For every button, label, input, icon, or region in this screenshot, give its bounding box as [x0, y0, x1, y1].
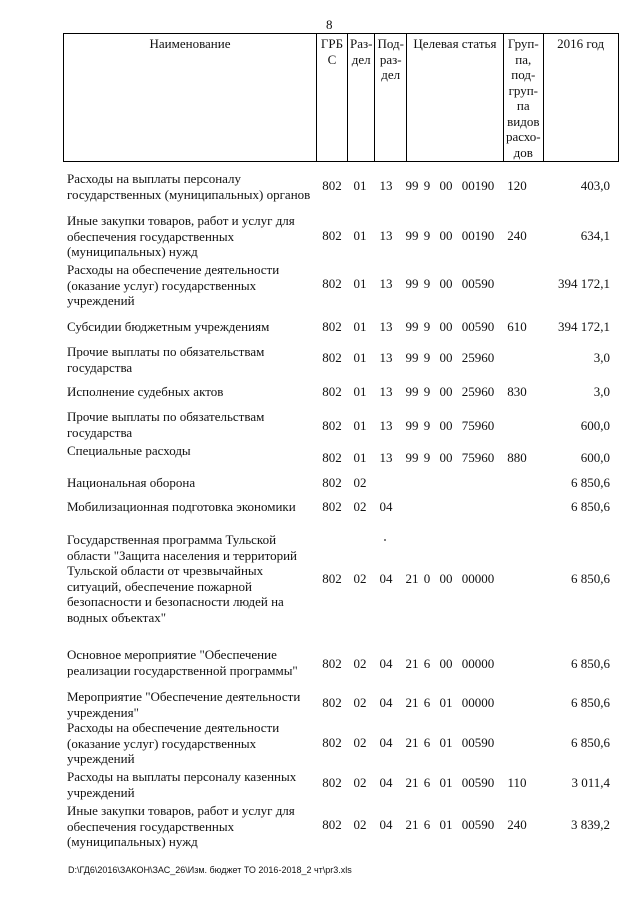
cell-cs3: 00 — [439, 350, 453, 365]
row-name: Мероприятие "Обеспечение деятельности учреждения" — [67, 689, 301, 720]
cell-cs1: 21 — [405, 695, 419, 710]
cell-cs1: 21 — [405, 571, 419, 586]
row-name: Расходы на обеспечение деятельности (оказание услуг) государственных учреждений — [67, 720, 280, 766]
row-name: Основное мероприятие "Обеспечение реализации государственной программы" — [67, 647, 298, 678]
cell-razdel: 02 — [353, 499, 367, 514]
cell-podrazdel: 13 — [379, 178, 393, 193]
cell-cs4: 00000 — [461, 571, 495, 586]
cell-cs4: 00190 — [461, 178, 495, 193]
cell-cs4: 00590 — [461, 276, 495, 291]
cell-vid: 120 — [507, 178, 527, 193]
cell-cs3: 00 — [439, 178, 453, 193]
cell-cs4: 00000 — [461, 656, 495, 671]
cell-grbs: 802 — [322, 817, 342, 832]
cell-amount: 394 172,1 — [558, 276, 610, 291]
row-name: Иные закупки товаров, работ и услуг для обеспечения государственных (муниципальных) нужд — [67, 213, 295, 259]
cell-grbs: 802 — [322, 475, 342, 490]
cell-cs3: 00 — [439, 228, 453, 243]
cell-cs3: 01 — [439, 735, 453, 750]
cell-cs3: 00 — [439, 319, 453, 334]
cell-podrazdel: 13 — [379, 384, 393, 399]
cell-cs3: 00 — [439, 571, 453, 586]
cell-amount: 403,0 — [580, 178, 610, 193]
cell-cs2: 9 — [423, 228, 431, 243]
cell-cs4: 00590 — [461, 319, 495, 334]
row-name: Расходы на обеспечение деятельности (оказание услуг) государственных учреждений — [67, 262, 280, 308]
cell-cs1: 99 — [405, 228, 419, 243]
cell-vid: 610 — [507, 319, 527, 334]
cell-amount: 634,1 — [580, 228, 610, 243]
cell-cs2: 9 — [423, 418, 431, 433]
cell-podrazdel: 04 — [379, 571, 393, 586]
scan-speck — [384, 539, 386, 541]
cell-cs1: 99 — [405, 384, 419, 399]
cell-cs4: 25960 — [461, 350, 495, 365]
cell-cs2: 9 — [423, 350, 431, 365]
cell-amount: 3 839,2 — [571, 817, 610, 832]
cell-cs1: 99 — [405, 276, 419, 291]
cell-cs4: 25960 — [461, 384, 495, 399]
row-name: Субсидии бюджетным учреждениям — [67, 319, 270, 334]
cell-cs4: 00590 — [461, 735, 495, 750]
cell-cs3: 01 — [439, 695, 453, 710]
row-name: Иные закупки товаров, работ и услуг для обеспечения государственных (муниципальных) нужд — [67, 803, 295, 849]
row-name: Исполнение судебных актов — [67, 384, 224, 399]
cell-razdel: 01 — [353, 228, 367, 243]
cell-cs2: 9 — [423, 450, 431, 465]
cell-cs1: 21 — [405, 735, 419, 750]
cell-grbs: 802 — [322, 735, 342, 750]
cell-amount: 6 850,6 — [571, 695, 610, 710]
header-grbs: ГРБ С — [317, 34, 348, 162]
row-name: Прочие выплаты по обязательствам государства — [67, 344, 265, 375]
cell-podrazdel: 04 — [379, 656, 393, 671]
header-target-article: Целевая статья — [406, 34, 503, 162]
cell-grbs: 802 — [322, 775, 342, 790]
cell-cs4: 00000 — [461, 695, 495, 710]
cell-cs4: 00590 — [461, 817, 495, 832]
cell-grbs: 802 — [322, 695, 342, 710]
row-name: Национальная оборона — [67, 475, 196, 490]
cell-razdel: 02 — [353, 735, 367, 750]
cell-razdel: 02 — [353, 571, 367, 586]
cell-cs1: 21 — [405, 775, 419, 790]
row-name: Расходы на выплаты персоналу государственных (муниципальных) органов — [67, 171, 311, 202]
cell-cs2: 9 — [423, 384, 431, 399]
cell-razdel: 02 — [353, 695, 367, 710]
cell-amount: 6 850,6 — [571, 735, 610, 750]
cell-vid: 830 — [507, 384, 527, 399]
cell-podrazdel: 13 — [379, 276, 393, 291]
cell-cs2: 6 — [423, 735, 431, 750]
cell-podrazdel: 04 — [379, 775, 393, 790]
row-name: Прочие выплаты по обязательствам государства — [67, 409, 265, 440]
cell-cs4: 00590 — [461, 775, 495, 790]
cell-grbs: 802 — [322, 450, 342, 465]
cell-cs3: 00 — [439, 418, 453, 433]
cell-amount: 6 850,6 — [571, 571, 610, 586]
cell-cs1: 99 — [405, 319, 419, 334]
cell-amount: 6 850,6 — [571, 499, 610, 514]
cell-grbs: 802 — [322, 276, 342, 291]
header-razdel: Раз-дел — [348, 34, 375, 162]
cell-cs3: 01 — [439, 817, 453, 832]
cell-cs2: 6 — [423, 656, 431, 671]
cell-cs3: 01 — [439, 775, 453, 790]
cell-cs1: 99 — [405, 418, 419, 433]
cell-cs2: 6 — [423, 695, 431, 710]
cell-vid: 240 — [507, 817, 527, 832]
cell-razdel: 01 — [353, 450, 367, 465]
cell-amount: 6 850,6 — [571, 656, 610, 671]
cell-podrazdel: 04 — [379, 695, 393, 710]
file-path-footer: D:\ГД6\2016\ЗАКОН\ЗАС_26\Изм. бюджет ТО 2016-2018_2 чт\pr3.xls — [68, 865, 352, 875]
row-name: Мобилизационная подготовка экономики — [67, 499, 296, 514]
cell-vid: 110 — [507, 775, 527, 790]
cell-cs2: 0 — [423, 571, 431, 586]
cell-amount: 394 172,1 — [558, 319, 610, 334]
cell-podrazdel: 13 — [379, 319, 393, 334]
cell-grbs: 802 — [322, 656, 342, 671]
cell-amount: 3,0 — [593, 350, 610, 365]
cell-cs1: 21 — [405, 656, 419, 671]
header-year: 2016 год — [543, 34, 618, 162]
cell-razdel: 02 — [353, 817, 367, 832]
cell-podrazdel: 13 — [379, 228, 393, 243]
cell-razdel: 01 — [353, 418, 367, 433]
cell-cs4: 00190 — [461, 228, 495, 243]
cell-cs2: 9 — [423, 276, 431, 291]
cell-podrazdel: 04 — [379, 817, 393, 832]
cell-podrazdel: 13 — [379, 418, 393, 433]
cell-cs1: 99 — [405, 178, 419, 193]
cell-grbs: 802 — [322, 228, 342, 243]
cell-cs2: 9 — [423, 178, 431, 193]
cell-cs2: 6 — [423, 817, 431, 832]
header-podrazdel: Под-раз-дел — [375, 34, 406, 162]
cell-cs4: 75960 — [461, 450, 495, 465]
cell-cs1: 21 — [405, 817, 419, 832]
cell-amount: 6 850,6 — [571, 475, 610, 490]
cell-vid: 880 — [507, 450, 527, 465]
cell-cs4: 75960 — [461, 418, 495, 433]
cell-cs1: 99 — [405, 350, 419, 365]
cell-razdel: 01 — [353, 276, 367, 291]
cell-razdel: 02 — [353, 475, 367, 490]
cell-razdel: 02 — [353, 656, 367, 671]
cell-cs3: 00 — [439, 384, 453, 399]
cell-grbs: 802 — [322, 384, 342, 399]
cell-podrazdel: 04 — [379, 735, 393, 750]
cell-grbs: 802 — [322, 418, 342, 433]
cell-cs3: 00 — [439, 450, 453, 465]
cell-cs2: 6 — [423, 775, 431, 790]
cell-razdel: 01 — [353, 178, 367, 193]
row-name: Расходы на выплаты персоналу казенных учреждений — [67, 769, 297, 800]
cell-podrazdel: 04 — [379, 499, 393, 514]
cell-amount: 600,0 — [580, 450, 610, 465]
header-expense-type: Груп-па, под-груп-па видов расхо-дов — [503, 34, 543, 162]
cell-amount: 3,0 — [593, 384, 610, 399]
cell-grbs: 802 — [322, 319, 342, 334]
cell-razdel: 01 — [353, 350, 367, 365]
cell-podrazdel: 13 — [379, 450, 393, 465]
cell-grbs: 802 — [322, 499, 342, 514]
row-name: Государственная программа Тульской области "Защита населения и территорий Тульской области от чрезвычайных ситуаций, обеспечение пожарной безопасности и безопасности людей на водных объектах" — [67, 532, 297, 625]
cell-razdel: 02 — [353, 775, 367, 790]
cell-amount: 3 011,4 — [571, 775, 610, 790]
cell-grbs: 802 — [322, 350, 342, 365]
cell-cs1: 99 — [405, 450, 419, 465]
cell-podrazdel: 13 — [379, 350, 393, 365]
header-name: Наименование — [64, 34, 317, 162]
cell-amount: 600,0 — [580, 418, 610, 433]
cell-grbs: 802 — [322, 178, 342, 193]
page-number: 8 — [326, 17, 333, 32]
cell-grbs: 802 — [322, 571, 342, 586]
cell-razdel: 01 — [353, 319, 367, 334]
row-name: Специальные расходы — [67, 443, 191, 458]
cell-vid: 240 — [507, 228, 527, 243]
cell-cs3: 00 — [439, 656, 453, 671]
cell-cs2: 9 — [423, 319, 431, 334]
cell-razdel: 01 — [353, 384, 367, 399]
cell-cs3: 00 — [439, 276, 453, 291]
